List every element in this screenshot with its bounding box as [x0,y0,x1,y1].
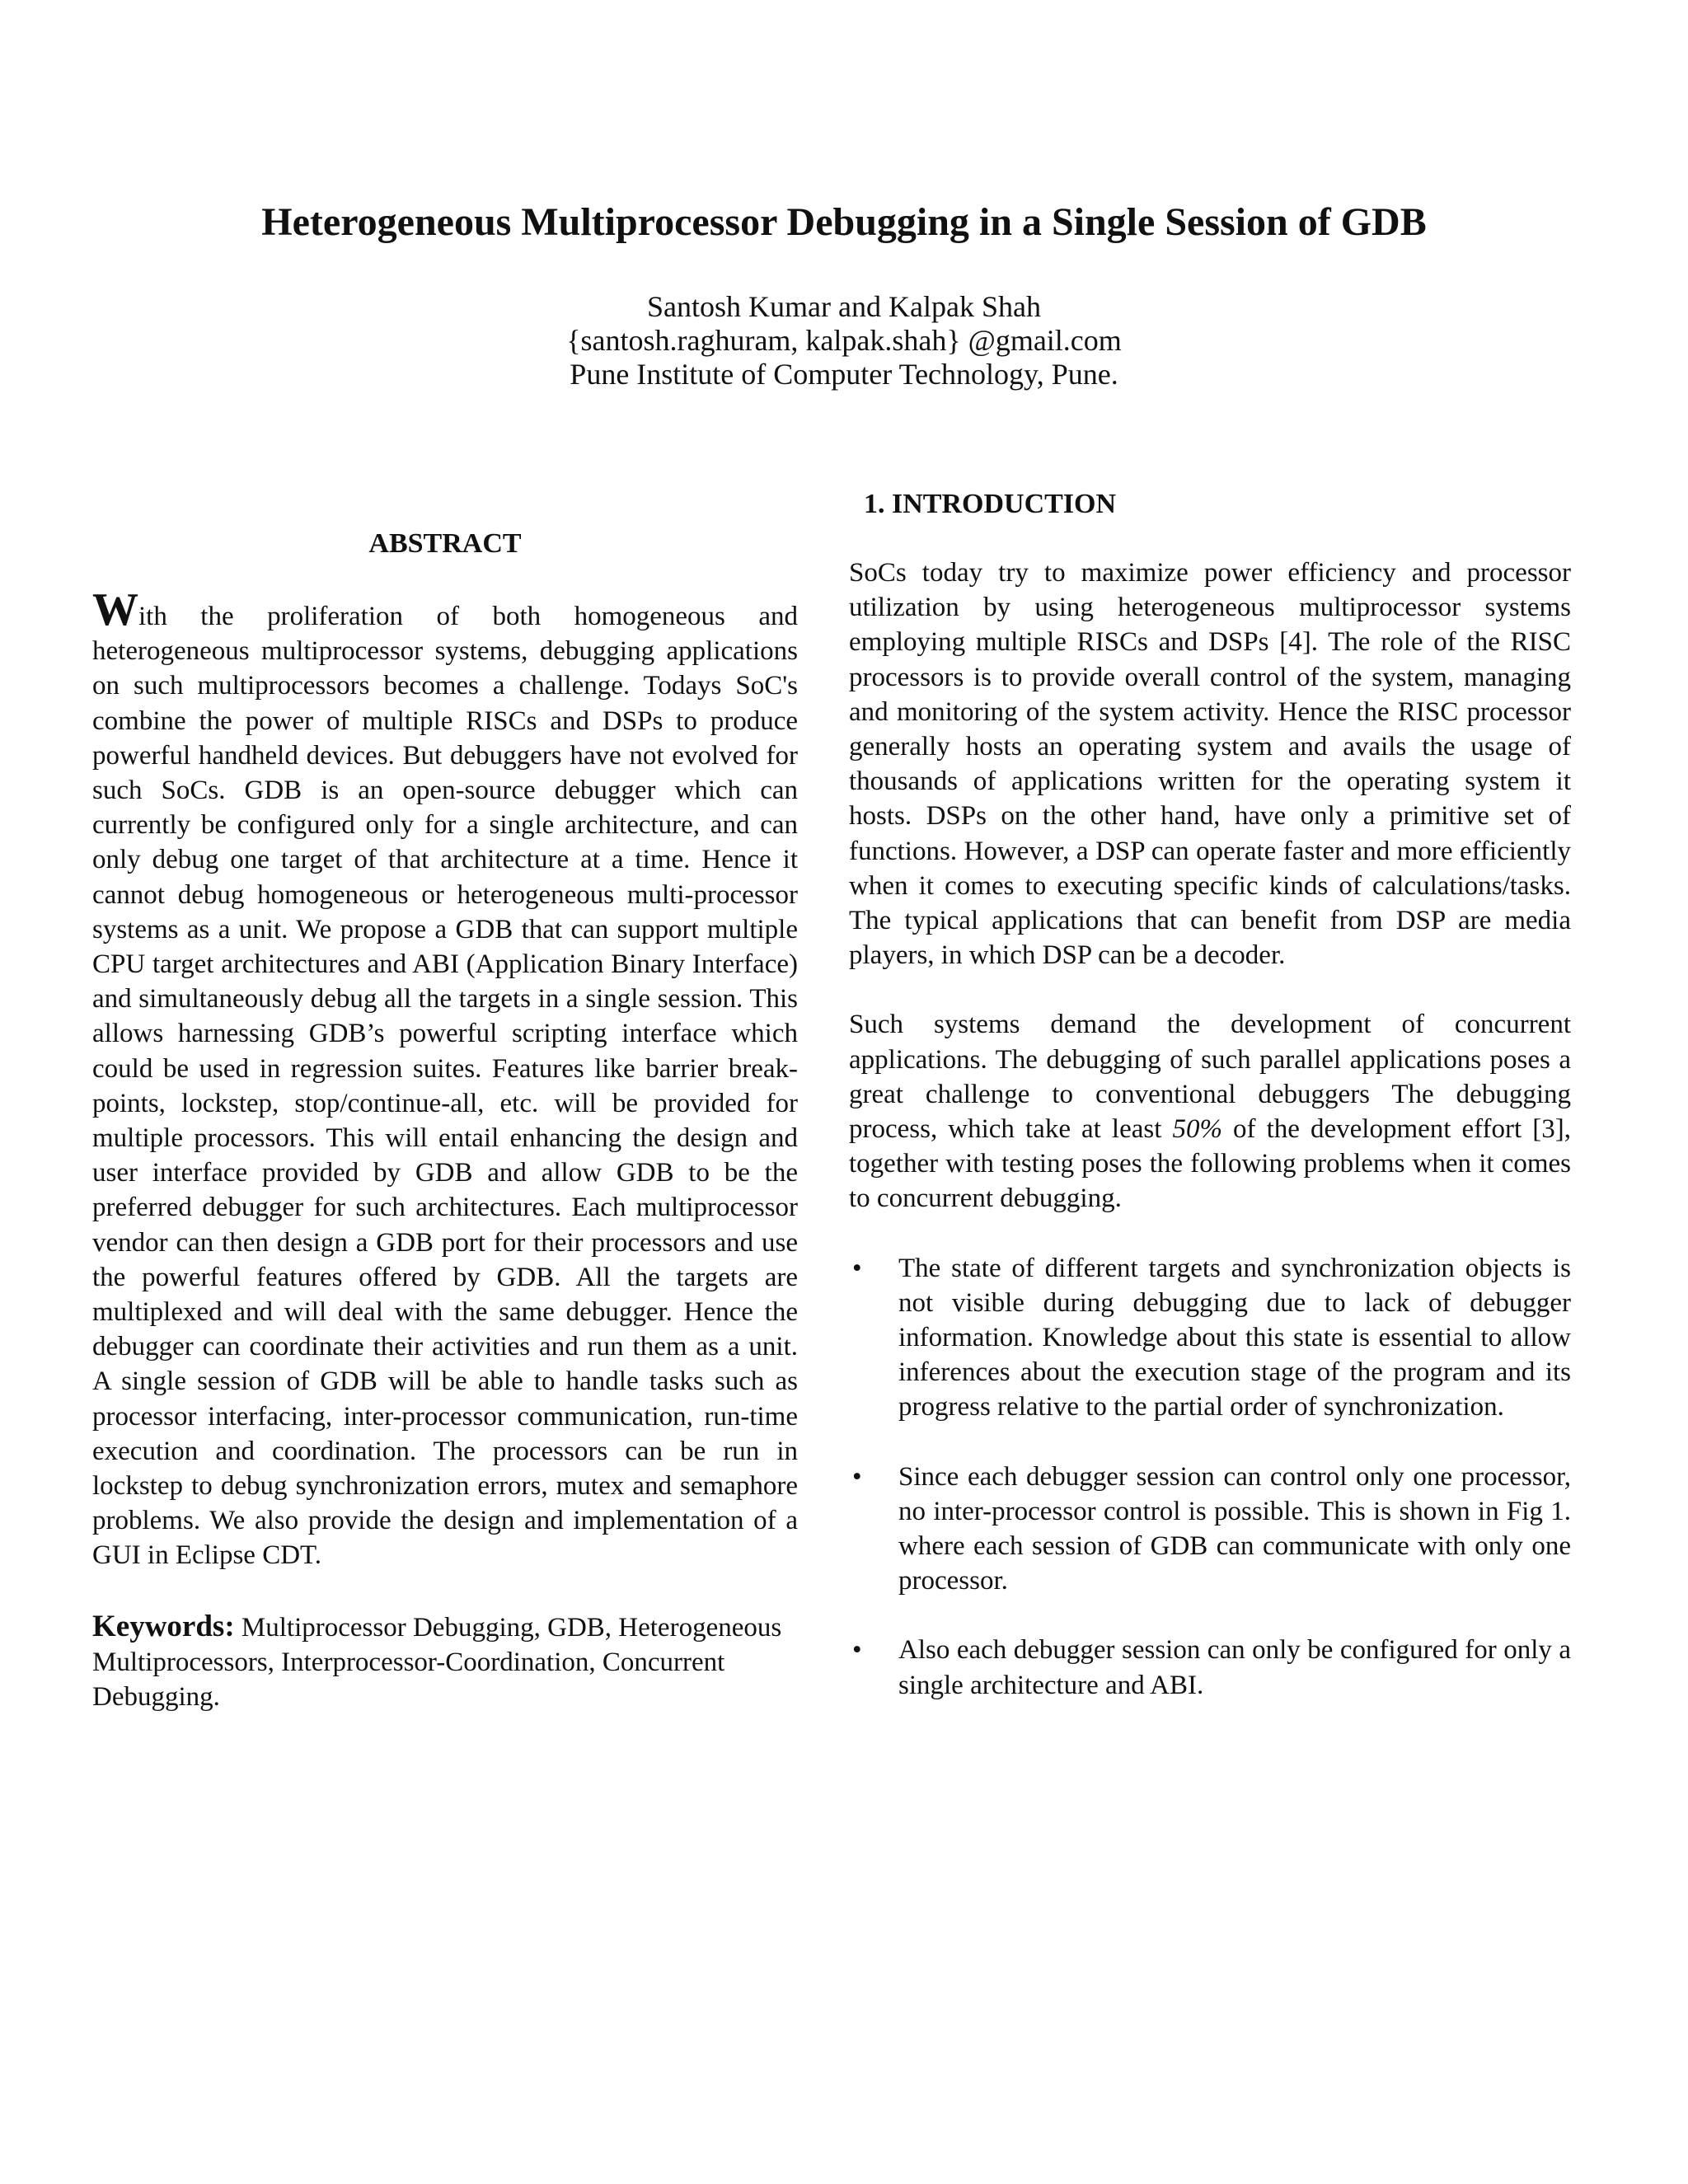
keywords [92,1610,798,1714]
list-item-text: Also each debugger session can only be configured for only a single architecture and ABI. [898,1635,1571,1700]
paper-title: Heterogeneous Multiprocessor Debugging in a Single Session of GDB [261,200,1427,244]
list-item-text: The state of different targets and synchronization objects is not visible during debugging due to lack of debugger information. Knowledge about this state is essential to allow inferences about the execution stage of the program and its progress relative to the partial order of synchronization. [898,1253,1571,1422]
right-column [849,488,1571,1703]
para2-text-start: Such systems demand the development of concurrent applications. The debugging of such parallel applications poses a great challenge to conventional debuggers The debugging process, which take at least [849,1010,1571,1145]
para2-emphasis: 50% [1172,1114,1222,1145]
problem-list [849,1251,1571,1703]
abstract-text: ith the proliferation of both homogeneous and heterogeneous multiprocessor systems, debugging applications on such multiprocessors becomes a challenge. Todays SoC's combine the power of multiple RISCs and DSPs to produce powerful handheld devices. But debuggers have not evolved for such SoCs. GDB is an open-source debugger which can currently be configured only for a single architecture, and can only debug one target of that architecture at a time. Hence it cannot debug homogeneous or heterogeneous multi-processor systems as a unit. We propose a GDB that can support multiple CPU target architectures and ABI (Application Binary Interface) and simultaneously debug all the targets in a single session. This allows harnessing GDB’s powerful scripting interface which could be used in regression suites. Features like barrier break-points, lockstep, stop/continue-all, etc. will be provided for multiple processors. This will entail enhancing the design and user interface provided by GDB and allow GDB to be the preferred debugger for such architectures. Each multiprocessor vendor can then design a GDB port for their processors and use the powerful features offered by GDB. All the targets are multiplexed and will deal with the same debugger. Hence the debugger can coordinate their activities and run them as a unit. A single session of GDB will be able to handle tasks such as processor interfacing, inter-processor communication, run-time execution and coordination. The processors can be run in lockstep to debug synchronization errors, mutex and semaphore problems. We also provide the design and implementation of a GUI in Eclipse CDT. [92,602,798,1571]
bullet-icon: • [852,1635,862,1666]
author-block [0,290,1688,391]
abstract-heading: ABSTRACT [368,528,522,559]
introduction-paragraph-1: SoCs today try to maximize power efficiency and processor utilization by using heterogeneous multiprocessor systems employing multiple RISCs and DSPs [4]. The role of the RISC processors is to provide overall control of the system, managing and monitoring of the system activity. Hence the RISC processor generally hosts an operating system and avails the usage of thousands of applications written for the operating system it hosts. DSPs on the other hand, have only a primitive set of functions. However, a DSP can operate faster and more efficiently when it comes to executing specific kinds of calculations/tasks. The typical applications that can benefit from DSP are media players, in which DSP can be a decoder. [849,558,1571,971]
author-emails: {santosh.raghuram, kalpak.shah} @gmail.com [566,324,1122,357]
keywords-text: Multiprocessor Debugging, GDB, Heterogeneous Multiprocessors, Interprocessor-Coordination, Concurrent Debugging. [92,1612,782,1712]
introduction-paragraph-2 [849,1007,1571,1216]
bullet-icon: • [852,1253,862,1283]
list-item [849,1251,1571,1425]
list-item [849,1460,1571,1599]
left-column [92,527,798,1714]
keywords-label: Keywords: [92,1609,235,1643]
list-item [849,1633,1571,1702]
author-names: Santosh Kumar and Kalpak Shah [647,290,1041,323]
abstract-paragraph [92,584,798,1573]
para2-text-end: of the development effort [3], together with testing poses the following problems when it comes to concurrent debugging. [849,1114,1571,1214]
introduction-heading: 1. INTRODUCTION [864,489,1117,519]
abstract-dropcap: W [92,584,138,635]
list-item-text: Since each debugger session can control only one processor, no inter-processor control is possible. This is shown in Fig 1. where each session of GDB can communicate with only one processor. [898,1461,1571,1596]
bullet-icon: • [852,1461,862,1492]
author-affiliation: Pune Institute of Computer Technology, Pune. [570,358,1118,391]
